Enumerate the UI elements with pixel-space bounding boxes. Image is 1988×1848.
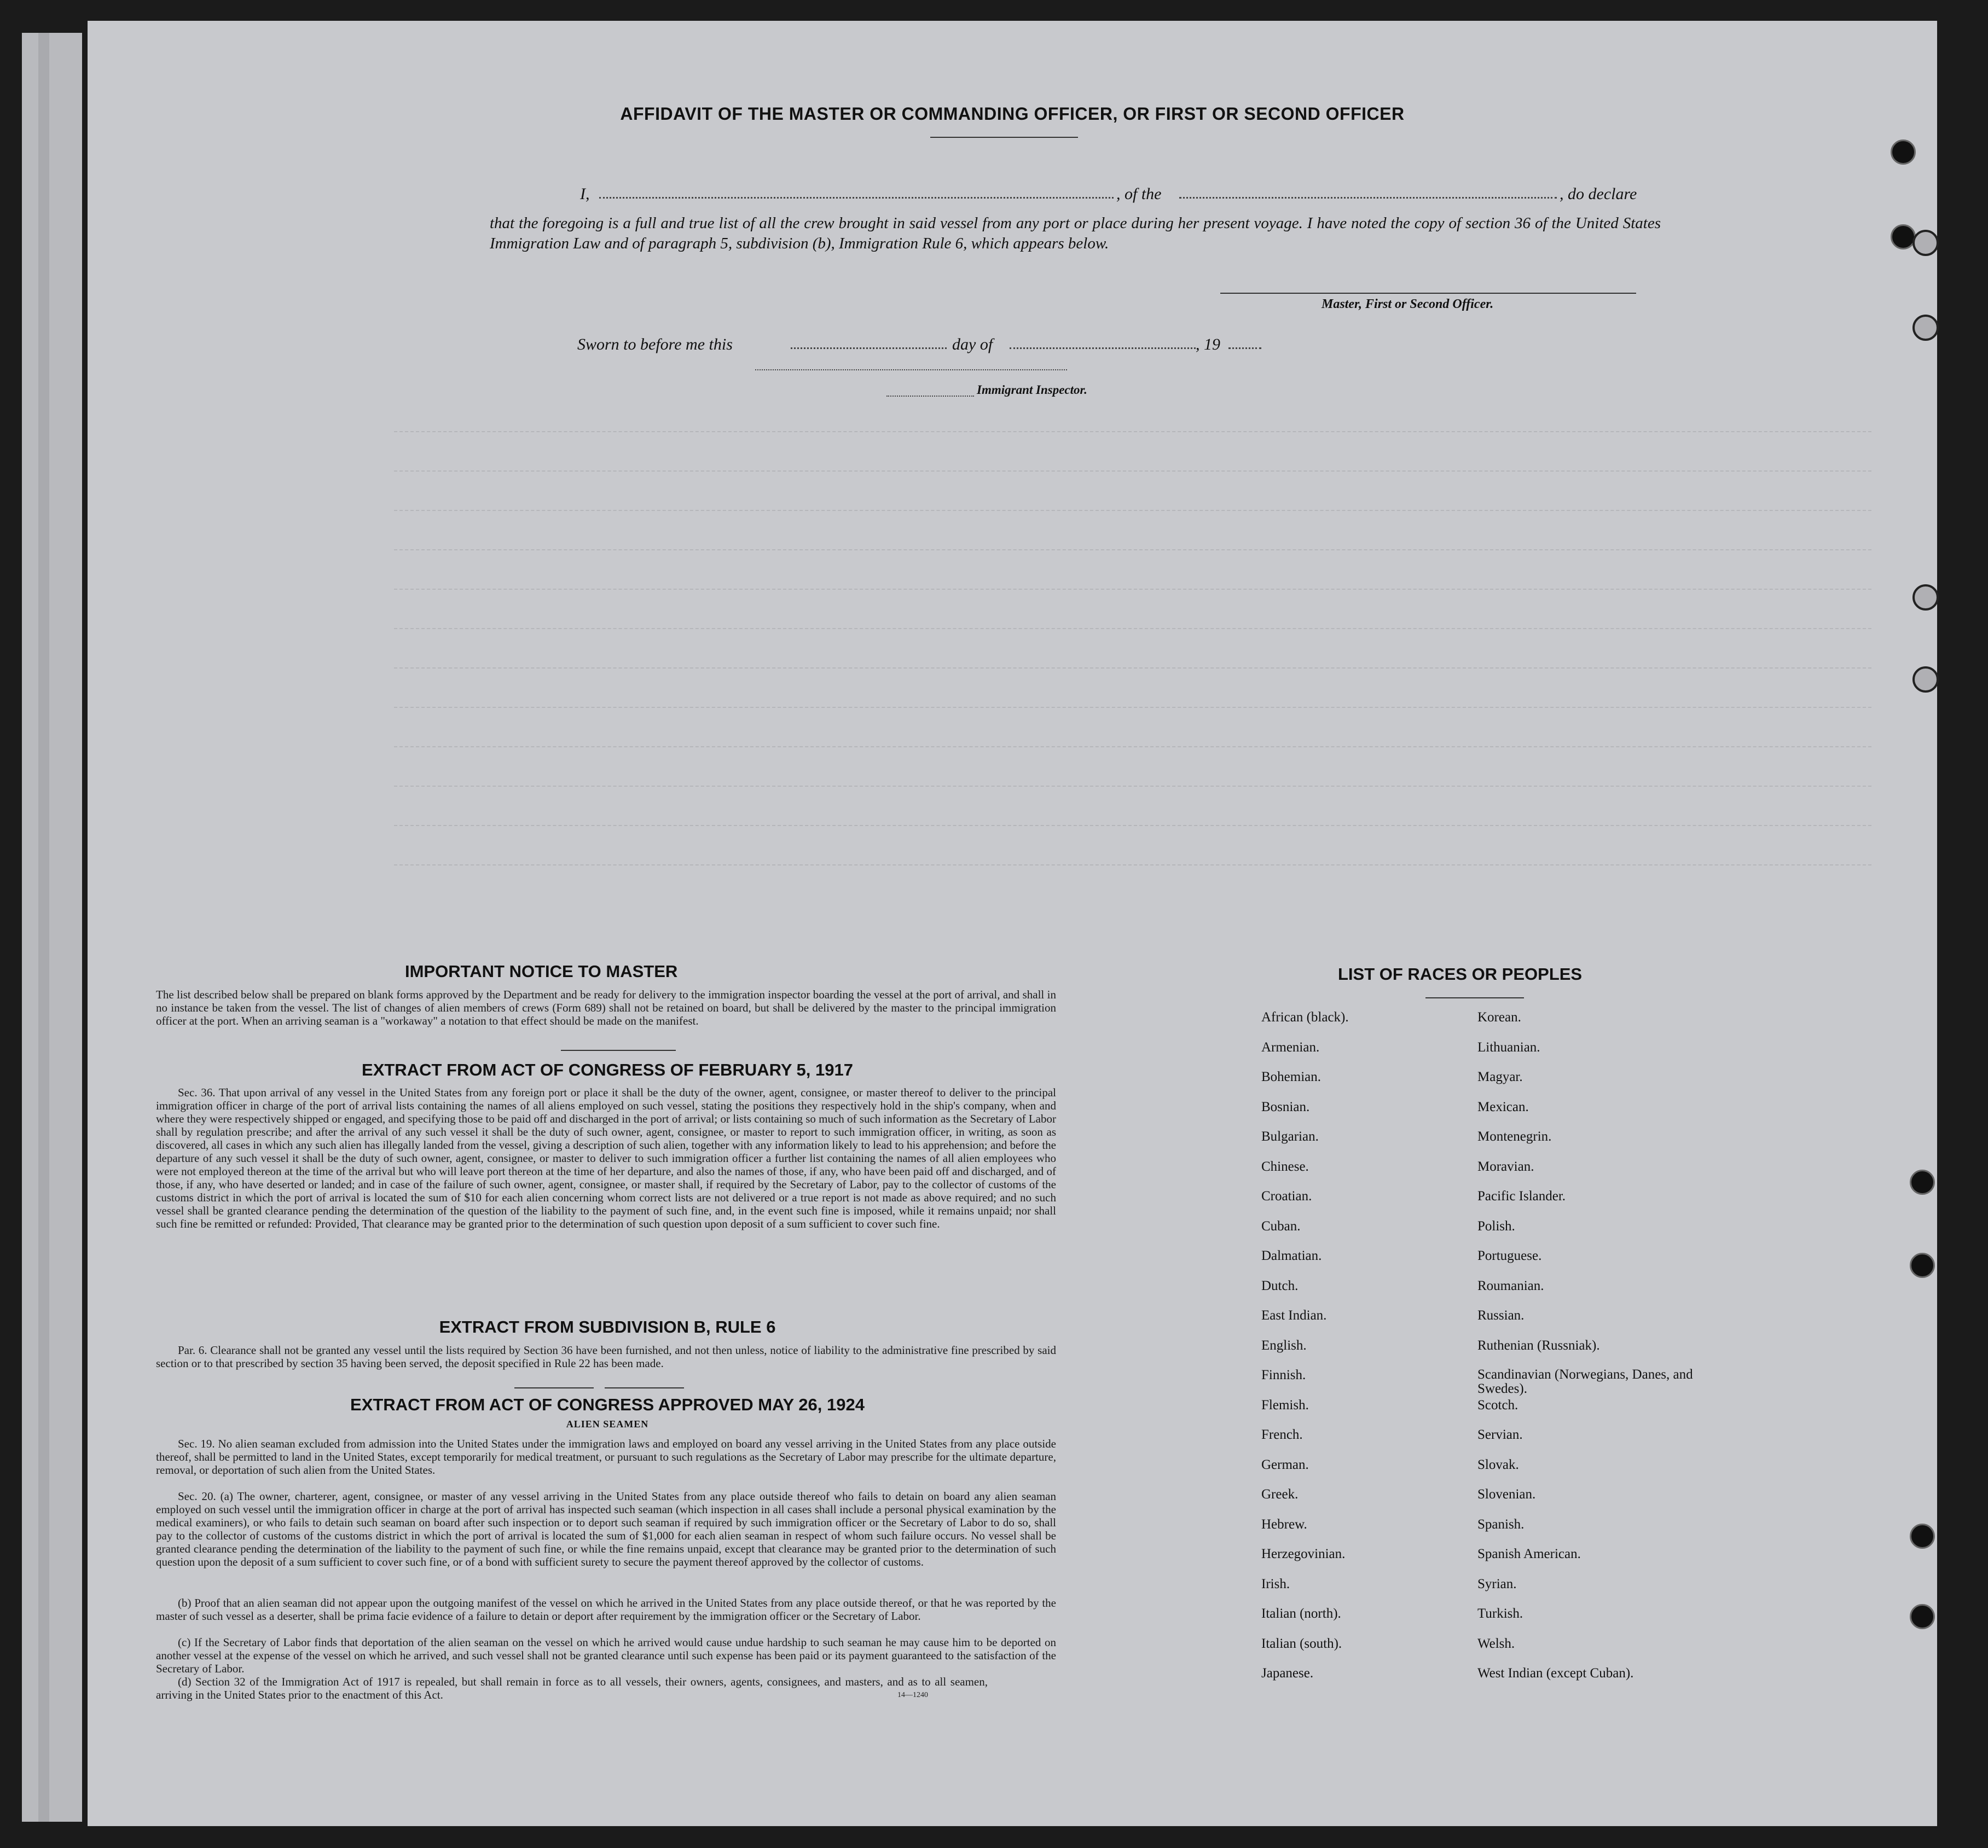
race-item: Spanish American. xyxy=(1477,1547,1581,1561)
race-item: Irish. xyxy=(1261,1576,1290,1591)
binder-hole xyxy=(1910,1524,1935,1549)
sworn-day-blank[interactable] xyxy=(791,347,947,349)
extract-1924-sec20d: (d) Section 32 of the Immigration Act of 1917 is repealed, but shall remain in force as to all vessels, their owners, agents, consignees, and masters, and as to all seamen, arriving in the United States prior to the enactment of this Act. xyxy=(156,1675,988,1701)
rule6-divider-right xyxy=(605,1387,684,1388)
binding-edge xyxy=(38,33,49,1822)
sworn-month-blank[interactable] xyxy=(1010,347,1196,349)
notice-text: The list described below shall be prepared on blank forms approved by the Department and be ready for delivery to the immigration inspector boarding the vessel at the port of arrival, and shall in no instance be taken from the vessel. The list of changes of alien members of crews (Form 689) shall not be retained on board, but shall be delivered by the master to the principal immigration officer at the port. When an arriving seaman is a "workaway" a notation to that effect should be made on the manifest. xyxy=(156,988,1056,1027)
race-item: West Indian (except Cuban). xyxy=(1477,1666,1634,1681)
sworn-year: , 19 xyxy=(1196,335,1220,353)
race-item: Italian (north). xyxy=(1261,1606,1341,1621)
binder-hole xyxy=(1912,315,1939,341)
master-signature-line xyxy=(1220,293,1636,294)
binder-hole xyxy=(1912,666,1939,693)
race-item: Roumanian. xyxy=(1477,1278,1544,1293)
race-item: Bosnian. xyxy=(1261,1099,1310,1114)
race-item: Turkish. xyxy=(1477,1606,1523,1621)
race-item: Italian (south). xyxy=(1261,1636,1342,1651)
race-item: Mexican. xyxy=(1477,1099,1529,1114)
race-item: Russian. xyxy=(1477,1308,1525,1323)
extract-1924-sec20b: (b) Proof that an alien seaman did not appear upon the outgoing manifest of the vessel on which he arrived in the United States from any place outside thereof, or that he was reported by the master of such vessel as a deserter, shall be prima facie evidence of a failure to detain or deport after requirement by the immigration officer or the Secretary of Labor. xyxy=(156,1596,1056,1623)
race-item: Scandinavian (Norwegians, Danes, and Swedes). xyxy=(1477,1367,1693,1396)
race-item: Dutch. xyxy=(1261,1278,1299,1293)
binder-hole xyxy=(1910,1253,1935,1278)
affidavit-title-rule xyxy=(930,137,1078,138)
manifest-back-page xyxy=(88,21,1937,1826)
binder-hole xyxy=(1910,1170,1935,1195)
sworn-text: Sworn to before me this xyxy=(577,335,733,353)
race-item: Bohemian. xyxy=(1261,1070,1322,1084)
race-item: Portuguese. xyxy=(1477,1248,1542,1263)
extract-1917-title: EXTRACT FROM ACT OF CONGRESS OF FEBRUARY 5, 1917 xyxy=(362,1060,853,1079)
form-number: 14—1240 xyxy=(897,1691,928,1699)
binder-hole xyxy=(1912,584,1939,611)
race-item: Polish. xyxy=(1477,1218,1515,1234)
extract-1917-text: Sec. 36. That upon arrival of any vessel in the United States from any foreign port or place it shall be the duty of the owner, agent, consignee, or master thereof to deliver to the principal immigration officer in charge of the port of arrival lists containing the names of all aliens employed on such vessel, stating the positions they respectively hold in the ship's company, when and where they were respectively shipped or engaged, and specifying those to be paid off and discharged in the port of arrival; or lists containing so much of such information as the Secretary of Labor shall by regulation prescribe; and after the arrival of any such vessel it shall be the duty of such owner, agent, consignee, or master to report to such immigration officer, in writing, as soon as discovered, all cases in which any such alien has illegally landed from the vessel, giving a description of such alien, together with any information likely to lead to his apprehension; and before the departure of any such vessel it shall be the duty of such owner, agent, consignee, or master to deliver to such immigration officer a further list containing the names of all alien employees who were not employed thereon at the time of the arrival but who will leave port thereon at the time of her departure, and also the names of those, if any, who have been paid off and discharged, and of those, if any, who have deserted or landed; and in case of the failure of such owner, agent, consignee, or master shall, if required by the Secretary of Labor, pay to the collector of customs of the customs district in which the port of arrival is located the sum of $10 for each alien concerning whom correct lists are not delivered or a true report is not made as above required; and no such vessel shall be granted clearance pending the determination of the question of the liability to the payment of such fine, and, in the event such fine is imposed, while it remains unpaid; nor shall such fine be remitted or refunded: Provided, That clearance may be granted prior to the determination of such question upon deposit of a sum sufficient to cover such fine. xyxy=(156,1086,1056,1230)
race-item: Chinese. xyxy=(1261,1159,1309,1174)
sworn-day-of: day of xyxy=(952,335,993,353)
race-item: Syrian. xyxy=(1477,1576,1517,1591)
extract-1924-sec20c: (c) If the Secretary of Labor finds that deportation of the alien seaman on the vessel on which he arrived would cause undue hardship to such seaman he may cause him to be deported on another vessel at the expense of the vessel on which he arrived, and such vessel shall not be granted clearance until such expense has been paid or its payment guaranteed to the satisfaction of the Secretary of Labor. xyxy=(156,1636,1056,1675)
race-item: Lithuanian. xyxy=(1477,1039,1540,1055)
race-item: Finnish. xyxy=(1261,1368,1306,1382)
master-signature-label: Master, First or Second Officer. xyxy=(1322,297,1494,311)
rule6-divider-left xyxy=(514,1387,594,1388)
races-title: LIST OF RACES OR PEOPLES xyxy=(1338,964,1583,984)
binder-hole xyxy=(1891,140,1916,165)
alien-seamen-subtitle: ALIEN SEAMEN xyxy=(566,1419,649,1429)
race-item: English. xyxy=(1261,1338,1307,1353)
extract-1924-sec19: Sec. 19. No alien seaman excluded from admission into the United States under the immigration laws and employed on board any vessel arriving in the United States from any place outside thereof, shall be permitted to land in the United States, except temporarily for medical treatment, or pursuant to such regulations as the Secretary of Labor may prescribe for the ultimate departure, removal, or deportation of such alien from the United States. xyxy=(156,1437,1056,1477)
vessel-blank[interactable] xyxy=(1179,197,1557,199)
binder-hole xyxy=(1891,224,1916,249)
affidavit-i: I, xyxy=(580,185,590,203)
extract-1924-sec20a: Sec. 20. (a) The owner, charterer, agent, consignee, or master of any vessel arriving in the United States from any place outside thereof who fails to detain on board any alien seaman employed on such vessel until the immigration officer in charge at the port of arrival has inspected such seaman (which inspection in all cases shall include a personal physical examination by the medical examiners), or who fails to detain such seaman on board after such inspection or to deport such seaman if required by such immigration officer or the Secretary of Labor to do so, shall pay to the collector of customs of the customs district in which the port of arrival is located the sum of $1,000 for each alien seaman in respect of whom such failure occurs. No vessel shall be granted clearance pending the determination of the liability to the payment of such fine, or while the fine remains unpaid, except that clearance may be granted prior to the determination of such question upon the deposit of a sum sufficient to cover such fine, or of a bond with sufficient surety to secure the payment thereof approved by the collector of customs. xyxy=(156,1490,1056,1568)
race-item: Moravian. xyxy=(1477,1159,1534,1174)
race-item: Magyar. xyxy=(1477,1070,1523,1084)
race-item: Bulgarian. xyxy=(1261,1129,1319,1144)
race-item: Slovenian. xyxy=(1477,1487,1536,1502)
race-item: Scotch. xyxy=(1477,1397,1518,1413)
inspector-label: Immigrant Inspector. xyxy=(977,383,1087,397)
binding-stub xyxy=(22,33,82,1822)
race-item: Welsh. xyxy=(1477,1636,1515,1651)
affidavit-do-declare: , do declare xyxy=(1560,185,1637,203)
race-item: Hebrew. xyxy=(1261,1516,1307,1532)
affidavit-text: that the foregoing is a full and true list of all the crew brought in said vessel from any port or place during her present voyage. I have noted the copy of section 36 of the United States Immigration Law and of paragraph 5, subdivision (b), Immigration Rule 6, which appears below. xyxy=(490,214,1661,252)
rule6-title: EXTRACT FROM SUBDIVISION B, RULE 6 xyxy=(439,1317,776,1336)
binder-hole xyxy=(1912,230,1939,256)
notice-divider xyxy=(561,1050,676,1051)
bleed-through-text xyxy=(394,393,1871,885)
races-left-column xyxy=(1261,1010,1453,1696)
race-item: East Indian. xyxy=(1261,1308,1327,1323)
rule6-text: Par. 6. Clearance shall not be granted any vessel until the lists required by Section 36 have been furnished, and not then unless, notice of liability to the administrative fine prescribed by said section or to that prescribed by section 35 having been served, the deposit specified in Rule 22 has been made. xyxy=(156,1344,1056,1370)
race-item: Slovak. xyxy=(1477,1457,1519,1472)
race-item: Greek. xyxy=(1261,1487,1299,1502)
race-item: African (black). xyxy=(1261,1010,1349,1025)
inspector-lead-dots xyxy=(886,396,974,397)
races-right-column xyxy=(1477,1010,1696,1696)
race-item: German. xyxy=(1261,1457,1309,1472)
affidavit-of-the: , of the xyxy=(1116,185,1162,203)
affidavit-title: AFFIDAVIT OF THE MASTER OR COMMANDING OFFICER, OR FIRST OR SECOND OFFICER xyxy=(620,104,1405,124)
extract-1924-title: EXTRACT FROM ACT OF CONGRESS APPROVED MAY 26, 1924 xyxy=(350,1395,865,1414)
race-item: Ruthenian (Russniak). xyxy=(1477,1338,1600,1353)
race-item: Croatian. xyxy=(1261,1189,1312,1204)
race-item: Korean. xyxy=(1477,1010,1521,1025)
race-item: French. xyxy=(1261,1427,1303,1442)
race-item: Flemish. xyxy=(1261,1397,1309,1413)
race-item: Cuban. xyxy=(1261,1218,1301,1234)
races-title-rule xyxy=(1425,997,1524,998)
race-item: Armenian. xyxy=(1261,1039,1320,1055)
race-item: Pacific Islander. xyxy=(1477,1189,1566,1204)
race-item: Herzegovinian. xyxy=(1261,1547,1346,1561)
race-item: Spanish. xyxy=(1477,1516,1525,1532)
race-item: Servian. xyxy=(1477,1427,1523,1442)
name-blank[interactable] xyxy=(599,197,1114,199)
notice-title: IMPORTANT NOTICE TO MASTER xyxy=(405,962,678,981)
inspector-signature-line[interactable] xyxy=(755,369,1067,370)
race-item: Montenegrin. xyxy=(1477,1129,1552,1144)
binder-hole xyxy=(1910,1604,1935,1629)
sworn-year-blank[interactable] xyxy=(1228,347,1261,349)
race-item: Japanese. xyxy=(1261,1666,1314,1681)
race-item: Dalmatian. xyxy=(1261,1248,1322,1263)
